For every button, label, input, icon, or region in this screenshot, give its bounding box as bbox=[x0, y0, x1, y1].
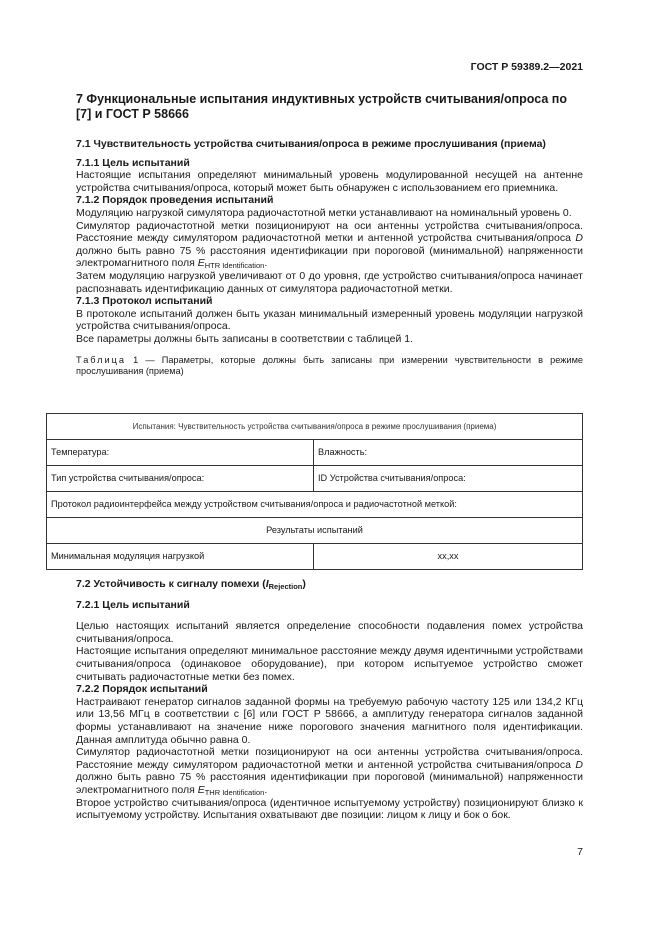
variable-e: E bbox=[197, 783, 205, 796]
min-modulation-value-cell: xx,xx bbox=[314, 544, 583, 570]
protocol-cell: Протокол радиоинтерфейса между устройством считывания/опроса и радиочастотной меткой: bbox=[47, 492, 583, 518]
table-row bbox=[47, 414, 583, 440]
variable-d: D bbox=[575, 232, 583, 245]
text-run: . bbox=[264, 783, 268, 796]
paragraph bbox=[76, 746, 583, 796]
section-7-1-1-title: 7.1.1 Цель испытаний bbox=[76, 156, 190, 169]
temperature-cell: Температура: bbox=[47, 440, 314, 466]
section-7-2-1-title: 7.2.1 Цель испытаний bbox=[76, 598, 190, 611]
section-7-1-title: 7.1 Чувствительность устройства считывания/опроса в режиме прослушивания (приема) bbox=[76, 138, 546, 150]
table-1 bbox=[46, 413, 583, 570]
section-7-1-3-title: 7.1.3 Протокол испытаний bbox=[76, 295, 213, 308]
section-7-2-2-title: 7.2.2 Порядок испытаний bbox=[76, 683, 208, 696]
paragraph: Второе устройство считывания/опроса (идентичное испытуемому устройству) позиционируют близко к испытуемому устройству. Испытания охватывают две позиции: лицом к лицу и бок о бок. bbox=[76, 796, 583, 822]
min-modulation-label-cell: Минимальная модуляция нагрузкой bbox=[47, 544, 314, 570]
subscript: THR Identification bbox=[204, 787, 265, 797]
text-run: 7.2 Устойчивость к сигналу помехи ( bbox=[76, 578, 266, 590]
subscript: HTR Identification bbox=[204, 261, 265, 271]
table-row bbox=[47, 440, 583, 466]
text-run: . bbox=[264, 257, 268, 270]
table-row bbox=[47, 466, 583, 492]
paragraph: Все параметры должны быть записаны в соответствии с таблицей 1. bbox=[76, 332, 414, 345]
section-7-title: 7 Функциональные испытания индуктивных устройств считывания/опроса по [7] и ГОСТ Р 58666 bbox=[76, 92, 567, 121]
section-7-1-2-title: 7.1.2 Порядок проведения испытаний bbox=[76, 194, 274, 207]
paragraph: Целью настоящих испытаний является определение способности подавления помех устройства считывания/опроса. bbox=[76, 620, 583, 645]
table-caption bbox=[76, 355, 583, 377]
page-number: 7 bbox=[577, 846, 583, 858]
humidity-cell: Влажность: bbox=[314, 440, 583, 466]
paragraph: Затем модуляцию нагрузкой увеличивают от 0 до уровня, где устройство считывания/опроса начинает распознавать идентификацию данных от симулятора радиочастотной метки. bbox=[76, 269, 583, 295]
lower-content bbox=[76, 578, 583, 822]
text-run: должно быть равно 75 % расстояния идентификации при пороговой (минимальной) напряженности электромагнитного поля bbox=[76, 771, 583, 796]
text-run: должно быть равно 75 % расстояния идентификации при пороговой (минимальной) напряженности электромагнитного поля bbox=[76, 244, 583, 270]
text-run: Симулятор радиочастотной метки позиционируют на оси антенны устройства считывания/опроса. Расстояние между симулятором радиочастотной метки и антенной устройства считывания/опроса bbox=[76, 219, 583, 245]
table-row bbox=[47, 492, 583, 518]
subscript: Rejection bbox=[268, 582, 303, 591]
section-7-2-title bbox=[76, 578, 583, 591]
paragraph: Настраивают генератор сигналов заданной формы на требуемую рабочую частоту 125 или 134,2 КГц или 13,56 МГц в соответствии с [6] или ГОСТ Р 58666, а амплитуду генератора сигналов заданной формы устанавливают на значение ниже порогового значения магнитного поля идентификации. Данная амплитуда обычно равна 0. bbox=[76, 695, 583, 746]
variable-d: D bbox=[575, 758, 583, 771]
device-id-cell: ID Устройства считывания/опроса: bbox=[314, 466, 583, 492]
caption-word: Таблица bbox=[76, 354, 127, 365]
document-code: ГОСТ Р 59389.2—2021 bbox=[470, 61, 583, 73]
results-cell: Результаты испытаний bbox=[47, 518, 583, 544]
variable-i: I bbox=[265, 578, 269, 590]
paragraph: В протоколе испытаний должен быть указан минимальный измеренный уровень модуляции нагрузкой устройства считывания/опроса. bbox=[76, 307, 583, 333]
table-row bbox=[47, 544, 583, 570]
text-run: Симулятор радиочастотной метки позиционируют на оси антенны устройства считывания/опроса. Расстояние между симулятором радиочастотной метки и антенной устройства считывания/опроса bbox=[76, 746, 583, 771]
paragraph bbox=[76, 220, 583, 270]
table-row bbox=[47, 518, 583, 544]
device-type-cell: Тип устройства считывания/опроса: bbox=[47, 466, 314, 492]
upper-content bbox=[76, 92, 583, 377]
paragraph: Настоящие испытания определяют минимальное расстояние между двумя идентичными устройствами считывания/опроса (одинаковое оборудование), при котором испытуемое устройство сможет считывать радиочастотные метки без помех. bbox=[76, 645, 583, 683]
paragraph: Настоящие испытания определяют минимальный уровень модулированной несущей на антенне устройства считывания/опроса, который может быть обнаружен с использованием его приемника. bbox=[76, 169, 583, 194]
caption-text: 1 — Параметры, которые должны быть записаны при измерении чувствительности в режиме прослушивания (приема) bbox=[76, 354, 583, 376]
paragraph: Модуляцию нагрузкой симулятора радиочастотной метки устанавливают на номинальный уровень 0. bbox=[76, 206, 572, 219]
variable-e: E bbox=[197, 257, 205, 270]
table-header-cell: Испытания: Чувствительность устройства считывания/опроса в режиме прослушивания (приема) bbox=[47, 414, 583, 440]
text-run: ) bbox=[302, 578, 306, 590]
